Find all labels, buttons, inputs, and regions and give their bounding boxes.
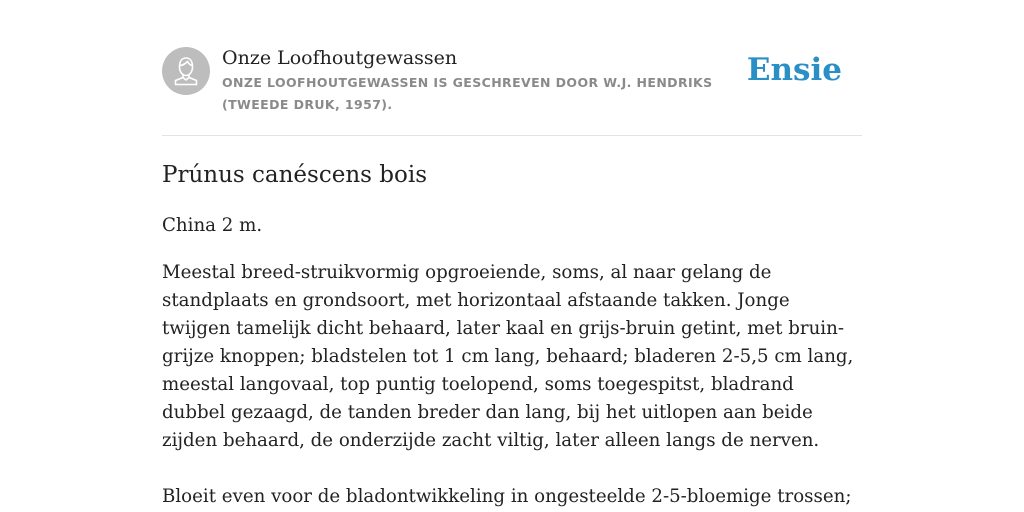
user-icon [162,47,210,95]
ensie-logo[interactable]: Ensie [746,52,842,88]
avatar[interactable] [162,47,210,95]
source-header [162,46,862,136]
entry-description: Meestal breed-struikvormig opgroeiende, soms, al naar gelang de standplaats en grondsoort, met horizontaal afstaande takken. Jonge twijgen tamelijk dicht behaard, later kaal en grijs-bruin getint, met bruin-grijze knoppen; bladstelen tot 1 cm lang, behaard; bladeren 2-5,5 cm lang, meestal langovaal, top puntig toelopend, soms toegespitst, bladrand dubbel gezaagd, de tanden breder dan lang, bij het uitlopen aan beide zijden behaard, de onderzijde zacht viltig, later alleen langs de nerven. [162,262,854,451]
divider [162,135,862,136]
entry-title: Prúnus canéscens bois [162,162,427,188]
source-description: ONZE LOOFHOUTGEWASSEN IS GESCHREVEN DOOR W.J. HENDRIKS (TWEEDE DRUK, 1957). [222,75,713,112]
source-title[interactable]: Onze Loofhoutgewassen [222,47,458,69]
entry-origin: China 2 m. [162,215,263,236]
entry-bloom: Bloeit even voor de bladontwikkeling in ongesteelde 2-5-bloemige trossen; [162,486,852,507]
entry-content [162,157,862,511]
